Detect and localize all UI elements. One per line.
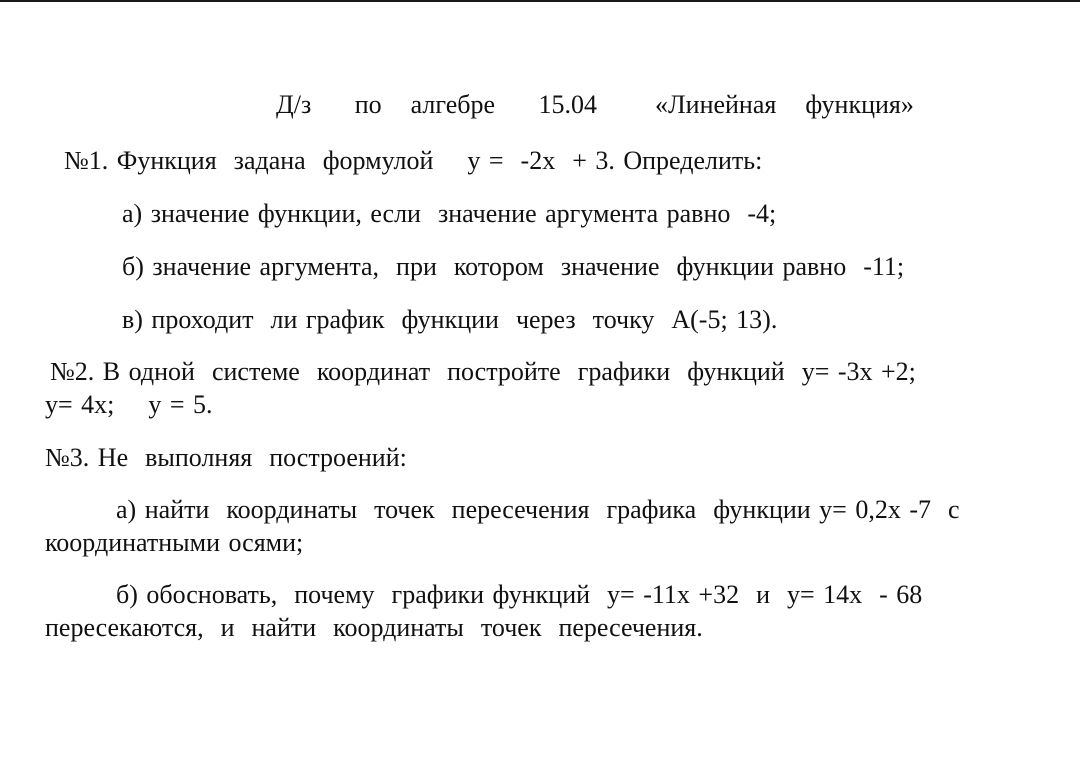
task-3-item-a-line-1: а) найти координаты точек пересечения графика функции у= 0,2х -7 с: [116, 495, 960, 524]
task-3-item-b-line-2: пересекаются, и найти координаты точек пересечения.: [45, 613, 703, 642]
task-3-statement: №3. Не выполняя построений:: [45, 443, 407, 472]
task-3-item-a-line-2: координатными осями;: [45, 528, 304, 557]
task-1-item-a: а) значение функции, если значение аргумента равно -4;: [122, 199, 777, 228]
task-1-statement: №1. Функция задана формулой у = -2х + 3. Определить:: [64, 146, 763, 175]
task-2-line-1: №2. В одной системе координат постройте графики функций у= -3х +2;: [50, 357, 916, 386]
task-1-item-b: б) значение аргумента, при котором значение функции равно -11;: [122, 252, 905, 281]
task-2-line-2: у= 4х; у = 5.: [45, 390, 213, 419]
document-title: Д/з по алгебре 15.04 «Линейная функция»: [276, 90, 914, 119]
task-3-item-b-line-1: б) обосновать, почему графики функций у= -11х +32 и у= 14х - 68: [116, 580, 923, 609]
task-1-item-c: в) проходит ли график функции через точку А(-5; 13).: [122, 305, 778, 334]
